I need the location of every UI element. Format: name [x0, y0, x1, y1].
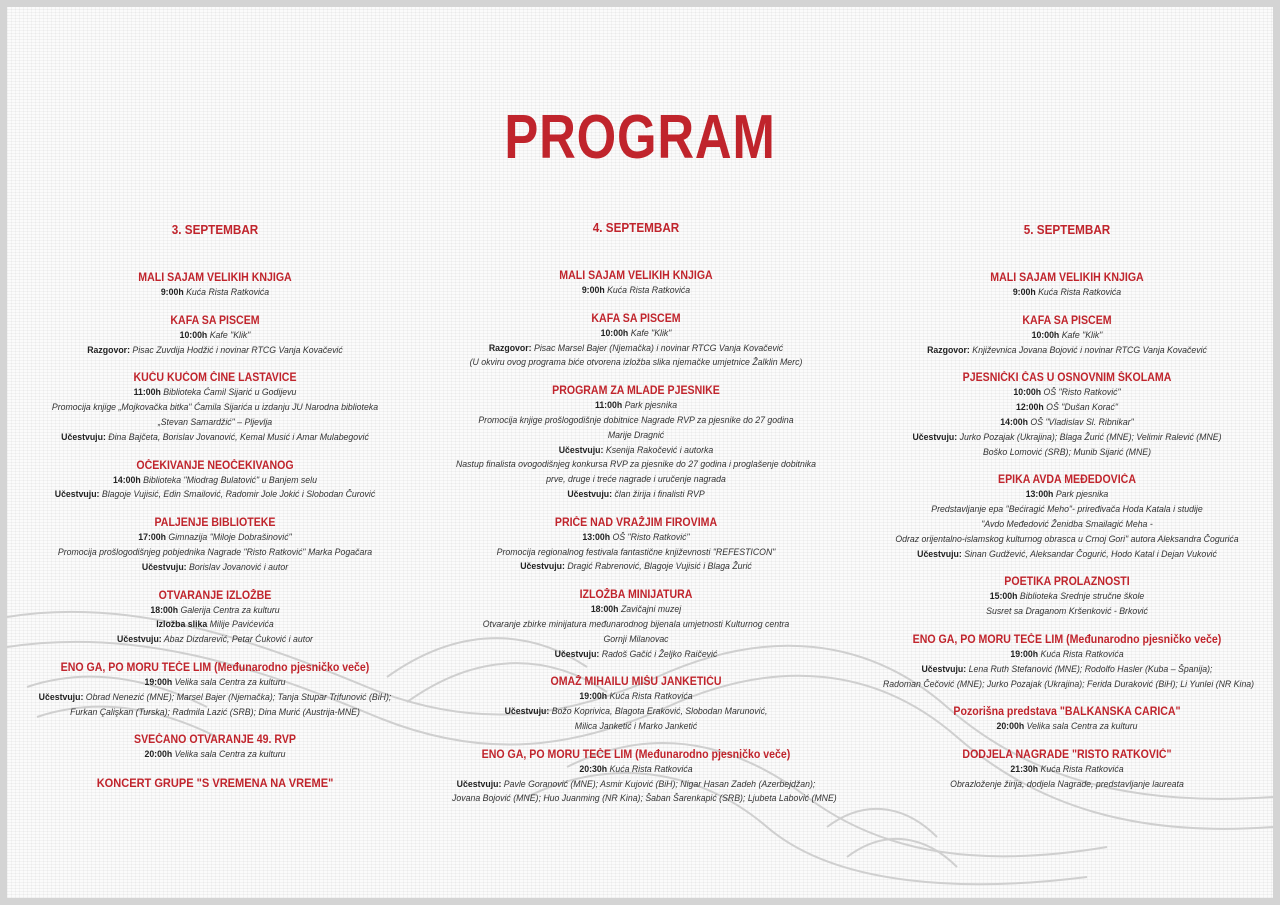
event [15, 733, 415, 763]
event-line [883, 488, 1251, 503]
event-title: POETIKA PROLAZNOSTI [1004, 576, 1130, 589]
event-text: OŠ "Risto Ratković" [1043, 387, 1121, 399]
event-text: Biblioteka Srednje stručne škole [1019, 591, 1145, 603]
event-title: PJESNIČKI ČAS U OSNOVNIM ŠKOLAMA [962, 372, 1172, 385]
event-text: Ksenija Rakočević i autorka [605, 444, 714, 456]
event-text: Gimnazija "Miloje Dobrašinović" [168, 532, 292, 544]
event-label: Učestvuju: [558, 444, 604, 456]
event-text: Galerija Centra za kulturu [180, 604, 280, 616]
event-label: Izložba slika [156, 619, 208, 631]
column-date: 3. SEPTEMBAR [171, 222, 259, 237]
event-line [452, 603, 820, 618]
event-time: 21:30h [1010, 764, 1039, 776]
event-line: (U okviru ovog programa biće otvorena izložba slika njemačke umjetnice Žalklin Merc) [469, 357, 803, 369]
event-title: OČEKIVANJE NEOČEKIVANOG [136, 459, 294, 472]
event-line [31, 431, 399, 446]
event-line [452, 444, 820, 459]
event-line [452, 531, 820, 546]
event-line [452, 690, 820, 705]
event-time: 14:00h [113, 474, 141, 486]
event-text: Lena Ruth Stefanović (MNE); Rodolfo Hasler (Kuba – Španija); [968, 663, 1213, 675]
event-text: Kafe "Klik" [209, 329, 251, 341]
event-text: Kafe "Klik" [1061, 329, 1103, 341]
event-title: OTVARANJE IZLOŽBE [158, 589, 272, 602]
event-line: prve, druge i treće nagrade i uručenje nagrada [546, 474, 726, 486]
event-text: Jurko Pozajak (Ukrajina); Blaga Žurić (MNE); Velimir Ralević (MNE) [959, 431, 1222, 443]
event-label: Učestvuju: [141, 561, 187, 573]
event-line [31, 691, 399, 706]
event-line [31, 386, 399, 401]
event-line: Boško Lomović (SRB); Munib Sijarić (MNE) [982, 446, 1152, 458]
event-label: Učestvuju: [554, 648, 600, 660]
program-sheet [7, 7, 1273, 898]
event [867, 314, 1267, 359]
event [15, 271, 415, 301]
event [436, 269, 836, 299]
event-line [31, 488, 399, 503]
event [15, 776, 415, 791]
column-date: 5. SEPTEMBAR [1023, 222, 1111, 237]
event [867, 575, 1267, 620]
event-title: DODJELA NAGRADE "RISTO RATKOVIĆ" [962, 749, 1172, 762]
event-time: 9:00h [1012, 287, 1036, 298]
event-text: Velika sala Centra za kulturu [1026, 721, 1138, 733]
event-text: Velika sala Centra za kulturu [174, 749, 286, 761]
event-line [31, 531, 399, 546]
event [436, 516, 836, 575]
event-title: IZLOŽBA MINIJATURA [579, 589, 693, 602]
event-line: Milica Janketić i Marko Janketić [574, 720, 698, 732]
event-title: MALI SAJAM VELIKIH KNJIGA [138, 272, 292, 284]
event-time: 20:00h [996, 721, 1025, 733]
event-title: PALJENJE BIBLIOTEKE [154, 517, 276, 530]
event-time: 18:00h [150, 604, 179, 616]
event-title: OMAŽ MIHAILU MIŠU JANKETIĆU [550, 676, 722, 689]
event-title: KAFA SA PISCEM [1022, 314, 1112, 327]
event-line: "Avdo Međedović Ženidba Smailagić Meha - [981, 518, 1153, 530]
event-time: 9:00h [581, 285, 605, 296]
event-label: Učestvuju: [54, 489, 100, 501]
event-line: Marije Dragnić [607, 429, 665, 441]
event-text: Kuća Rista Ratkovića [609, 691, 693, 703]
event-text: Kuća Rista Ratkovića [1040, 764, 1124, 776]
event-label: Razgovor: [87, 344, 130, 356]
event-text: Borislav Jovanović i autor [189, 561, 289, 573]
event-line: Furkan Çalişkan (Turska); Radmila Lazić (SRB); Dina Murić (Austrija-MNE) [70, 706, 360, 718]
event-time: 10:00h [1013, 387, 1042, 399]
event-line [31, 561, 399, 576]
event-text: Književnica Jovana Bojović i novinar RTCG Vanja Kovačević [972, 344, 1207, 356]
event [867, 748, 1267, 793]
column-date: 4. SEPTEMBAR [592, 220, 680, 235]
event-text: Sinan Gudžević, Aleksandar Čogurić, Hodo Katal i Dejan Vuković [964, 548, 1217, 560]
event-line [883, 416, 1251, 431]
event-text: Radoš Gačić i Željko Raičević [601, 648, 718, 660]
event-line [452, 399, 820, 414]
event [436, 675, 836, 734]
event-label: Učestvuju: [567, 488, 613, 500]
event-text: Božo Koprivica, Blagota Eraković, Slobodan Marunović, [551, 706, 768, 718]
event-text: Biblioteka "Miodrag Bulatović" u Banjem selu [143, 474, 317, 486]
event [436, 312, 836, 371]
event-time: 15:00h [989, 591, 1018, 603]
event-text: Milije Pavićevića [209, 619, 274, 631]
event-line [452, 284, 820, 299]
event-line [31, 344, 399, 359]
event-title: MALI SAJAM VELIKIH KNJIGA [990, 272, 1144, 284]
event [15, 459, 415, 504]
event [15, 589, 415, 648]
event-line: Obrazloženje žirija, dodjela Nagrade, predstavljanje laureata [950, 778, 1184, 790]
day-column-3 [867, 223, 1267, 806]
event-text: Blagoje Vujisić, Edin Smailović, Radomir Jole Jokić i Slobodan Čurović [101, 489, 376, 501]
event-label: Učestvuju: [61, 431, 106, 443]
event-text: Kuća Rista Ratkovića [186, 287, 270, 298]
event-text: Kuća Rista Ratkovića [609, 763, 693, 775]
event-time: 17:00h [138, 532, 166, 544]
event-label: Učestvuju: [38, 691, 84, 703]
event [15, 516, 415, 575]
event-line [883, 286, 1251, 301]
event-line [883, 648, 1251, 663]
event-line: Nastup finalista ovogodišnjeg konkursa RVP za pjesnike do 27 godina i proglašenje dobitnika [455, 459, 817, 471]
event-line [452, 763, 820, 778]
event-line: Gornji Milanovac [603, 633, 669, 645]
event-line [883, 329, 1251, 344]
event-line: Jovana Bojović (MNE); Huo Juanming (NR Kina); Šaban Šarenkapić (SRB); Ljubeta Labović (MNE) [452, 793, 837, 805]
event-time: 12:00h [1016, 402, 1044, 414]
event-text: Zavičajni muzej [620, 604, 682, 616]
event-line: Otvaranje zbirke minijatura međunarodnog bijenala umjetnosti Kulturnog centra [482, 618, 790, 630]
event [436, 748, 836, 807]
event-line [31, 618, 399, 633]
event-line [31, 748, 399, 763]
event-text: Obrad Nenezić (MNE); Marsel Bajer (Njemačka); Tanja Stupar Trifunović (BiH); [85, 691, 392, 703]
event-text: član žirija i finalisti RVP [614, 488, 705, 500]
event [436, 384, 836, 503]
event-line [883, 590, 1251, 605]
event-line: Promocija knjige „Mojkovačka bitka" Ćamila Sijarića u izdanju JU Narodna biblioteka [51, 402, 379, 414]
event-title: ENO GA, PO MORU TEČE LIM (Međunarodno pjesničko veče) [481, 748, 791, 761]
event-label: Učestvuju: [912, 431, 958, 443]
event-text: Biblioteka Ćamil Sijarić u Godijevu [163, 387, 297, 399]
event-time: 19:00h [144, 676, 173, 688]
event-label: Razgovor: [488, 342, 532, 354]
event-line [883, 401, 1251, 416]
event-text: Velika sala Centra za kulturu [174, 676, 286, 688]
event-line [883, 386, 1251, 401]
event-line: Promocija prošlogodišnjeg pobjednika Nagrade "Risto Ratković" Marka Pogačara [57, 546, 373, 558]
event-label: Razgovor: [927, 344, 970, 356]
event-text: Park pjesnika [624, 400, 678, 412]
event-text: Dragić Rabrenović, Blagoje Vujisić i Blaga Žurić [567, 561, 752, 573]
event-line: Promocija knjige prošlogodišnje dobitnice Nagrade RVP za pjesnike do 27 godina [478, 414, 794, 426]
event-title: KONCERT GRUPE "S VREMENA NA VREME" [96, 776, 334, 791]
event [867, 371, 1267, 460]
event-text: Kuća Rista Ratkovića [607, 285, 691, 296]
event-text: Đina Bajčeta, Borislav Jovanović, Kemal Musić i Amar Mulabegović [108, 431, 369, 443]
event-line [31, 286, 399, 301]
event-line [452, 342, 820, 357]
event-line: Radoman Čečović (MNE); Jurko Pozajak (Ukrajina); Ferida Duraković (BiH); Li Yunlei (NR Kina) [883, 678, 1255, 690]
event-title: ENO GA, PO MORU TEČE LIM (Međunarodno pjesničko veče) [60, 661, 370, 674]
event-text: Pisac Marsel Bajer (Njemačka) i novinar RTCG Vanja Kovačević [533, 342, 784, 354]
event-title: KAFA SA PISCEM [591, 312, 681, 325]
event-time: 20:00h [144, 749, 173, 761]
event [15, 661, 415, 720]
event-time: 10:00h [1031, 329, 1060, 341]
event-line [452, 778, 820, 793]
event-line [883, 344, 1251, 359]
day-column-1 [15, 223, 415, 804]
event-text: Pavle Goranović (MNE); Asmir Kujović (BiH); Nigar Hasan Zadeh (Azerbejdžan); [503, 778, 816, 790]
event-line: Promocija regionalnog festivala fantastične književnosti "REFESTICON" [496, 546, 776, 558]
event-text: Kuća Rista Ratkovića [1040, 648, 1124, 660]
event-line: „Stevan Samardžić" – Pljevlja [157, 416, 273, 428]
event-text: OŠ "Dušan Korać" [1046, 402, 1118, 414]
event-title: SVEČANO OTVARANJE 49. RVP [134, 734, 296, 747]
event-time: 13:00h [1025, 489, 1054, 501]
event-time: 11:00h [594, 400, 623, 412]
event-time: 19:00h [579, 691, 608, 703]
event-line [883, 663, 1251, 678]
event-title: PRIČE NAD VRAŽJIM FIROVIMA [554, 516, 718, 529]
event-time: 19:00h [1010, 648, 1039, 660]
event-line [31, 676, 399, 691]
event [867, 705, 1267, 735]
event-title: EPIKA AVDA MEĐEDOVIĆA [998, 474, 1136, 487]
event-text: Abaz Dizdarević, Petar Ćuković i autor [163, 634, 313, 646]
event [436, 588, 836, 662]
event-time: 9:00h [160, 287, 184, 298]
event-line [452, 648, 820, 663]
event-line: Predstavljanje epa "Bećiragić Meho"- priređivača Hoda Katala i studije [931, 504, 1203, 516]
event-title: Pozorišna predstava "BALKANSKA CARICA" [953, 706, 1181, 719]
event [15, 314, 415, 359]
event-line [31, 329, 399, 344]
event-line [883, 548, 1251, 563]
event-line [452, 705, 820, 720]
event-text: Pisac Zuvdija Hodžić i novinar RTCG Vanja Kovačević [132, 344, 343, 356]
event-time: 20:30h [579, 763, 608, 775]
event-title: ENO GA, PO MORU TEČE LIM (Međunarodno pjesničko veče) [912, 633, 1222, 646]
event-title: KAFA SA PISCEM [170, 314, 260, 327]
event-time: 18:00h [590, 604, 619, 616]
event-line: Susret sa Draganom Kršenković - Brković [986, 606, 1148, 618]
event-title: KUĆU KUĆOM ČINE LASTAVICE [133, 372, 297, 385]
event-line [452, 488, 820, 503]
event-time: 10:00h [600, 327, 629, 339]
event-text: OŠ "Risto Ratković" [612, 531, 690, 543]
event-label: Učestvuju: [921, 663, 967, 675]
event-line [31, 474, 399, 489]
event-label: Učestvuju: [456, 778, 502, 790]
event-line [883, 720, 1251, 735]
event-time: 13:00h [582, 531, 611, 543]
page-title: PROGRAM [504, 103, 776, 172]
event-line [452, 560, 820, 575]
event [15, 371, 415, 445]
event-line [31, 633, 399, 648]
event [867, 633, 1267, 692]
event-text: Kuća Rista Ratkovića [1038, 287, 1122, 298]
event-line [883, 431, 1251, 446]
event-title: MALI SAJAM VELIKIH KNJIGA [559, 270, 713, 282]
event-time: 11:00h [133, 387, 161, 399]
event-text: Kafe "Klik" [630, 327, 672, 339]
event-time: 14:00h [1000, 416, 1028, 428]
event-label: Učestvuju: [520, 561, 565, 573]
event-text: Park pjesnika [1055, 489, 1109, 501]
event-line [452, 327, 820, 342]
day-column-2 [436, 221, 836, 820]
event-label: Učestvuju: [917, 548, 962, 560]
event-line [31, 604, 399, 619]
event-title: PROGRAM ZA MLADE PJESNIKE [552, 385, 720, 398]
event-time: 10:00h [179, 329, 208, 341]
event-label: Učestvuju: [117, 634, 162, 646]
event-line [883, 763, 1251, 778]
event-label: Učestvuju: [504, 706, 550, 718]
event-line: Odraz orijentalno-islamskog kulturnog obrasca u Crnoj Gori" autora Aleksandra Čogurića [895, 533, 1239, 545]
event-text: OŠ "Vladislav Sl. Ribnikar" [1030, 416, 1134, 428]
event [867, 473, 1267, 562]
event [867, 271, 1267, 301]
